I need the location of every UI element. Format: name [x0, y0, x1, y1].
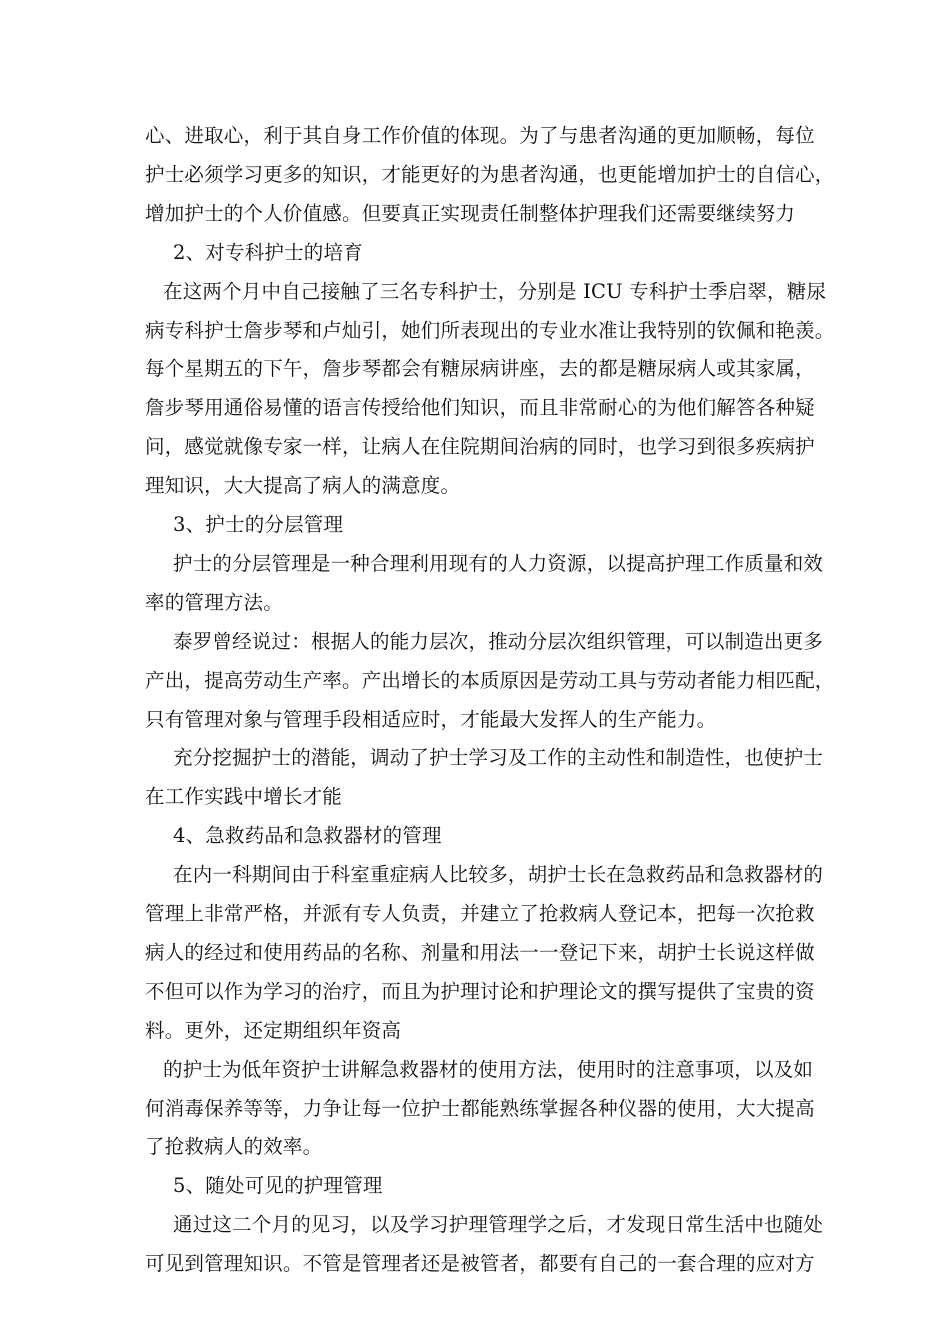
text-line: 护士必须学习更多的知识，才能更好的为患者沟通，也更能增加护士的自信心， — [145, 162, 835, 186]
text-line: 料。更外，还定期组织年资高 — [145, 1018, 402, 1042]
text-line: 4、急救药品和急救器材的管理 — [173, 824, 442, 848]
text-line: 率的管理方法。 — [145, 590, 283, 614]
text-line: 在内一科期间由于科室重症病人比较多，胡护士长在急救药品和急救器材的 — [173, 863, 824, 887]
text-line: 通过这二个月的见习，以及学习护理管理学之后，才发现日常生活中也随处 — [173, 1213, 824, 1237]
text-line: 问，感觉就像专家一样，让病人在住院期间治病的同时，也学习到很多疾病护 — [145, 435, 815, 459]
text-line: 了抢救病人的效率。 — [145, 1135, 323, 1159]
text-line: 增加护士的个人价值感。但要真正实现责任制整体护理我们还需要继续努力 — [145, 201, 796, 225]
text-line: 何消毒保养等等，力争让每一位护士都能熟练掌握各种仪器的使用，大大提高 — [145, 1096, 815, 1120]
text-line: 的护士为低年资护士讲解急救器材的使用方法，使用时的注意事项，以及如 — [163, 1057, 814, 1081]
text-line: 詹步琴用通俗易懂的语言传授给他们知识，而且非常耐心的为他们解答各种疑 — [145, 396, 815, 420]
text-line: 充分挖掘护士的潜能，调动了护士学习及工作的主动性和制造性，也使护士 — [173, 746, 824, 770]
text-line: 护士的分层管理是一种合理利用现有的人力资源，以提高护理工作质量和效 — [173, 551, 824, 575]
text-line: 理知识，大大提高了病人的满意度。 — [145, 474, 461, 498]
text-line: 不但可以作为学习的治疗，而且为护理讨论和护理论文的撰写提供了宝贵的资 — [145, 979, 815, 1003]
text-line: 3、护士的分层管理 — [173, 513, 344, 536]
text-line: 只有管理对象与管理手段相适应时，才能最大发挥人的生产能力。 — [145, 707, 717, 731]
text-line: 泰罗曾经说过：根据人的能力层次，推动分层次组织管理，可以制造出更多 — [173, 629, 824, 653]
text-line: 在这两个月中自己接触了三名专科护士，分别是 ICU 专科护士季启翠，糖尿 — [163, 279, 827, 303]
text-line: 每个星期五的下午，詹步琴都会有糖尿病讲座，去的都是糖尿病人或其家属， — [145, 357, 815, 381]
text-line: 产出，提高劳动生产率。产出增长的本质原因是劳动工具与劳动者能力相匹配， — [145, 668, 835, 692]
text-line: 在工作实践中增长才能 — [145, 785, 343, 809]
text-line: 心、进取心，利于其自身工作价值的体现。为了与患者沟通的更加顺畅，每位 — [145, 124, 815, 147]
text-line: 管理上非常严格，并派有专人负责，并建立了抢救病人登记本，把每一次抢救 — [145, 902, 815, 925]
text-line: 2、对专科护士的培育 — [173, 240, 363, 264]
text-line: 病专科护士詹步琴和卢灿引，她们所表现出的专业水准让我特别的钦佩和艳羡。 — [145, 318, 835, 342]
text-line: 病人的经过和使用药品的名称、剂量和用法一一登记下来，胡护士长说这样做 — [145, 940, 815, 964]
text-line: 5、随处可见的护理管理 — [173, 1174, 383, 1198]
text-line: 可见到管理知识。不管是管理者还是被管者，都要有自己的一套合理的应对方 — [145, 1252, 815, 1276]
